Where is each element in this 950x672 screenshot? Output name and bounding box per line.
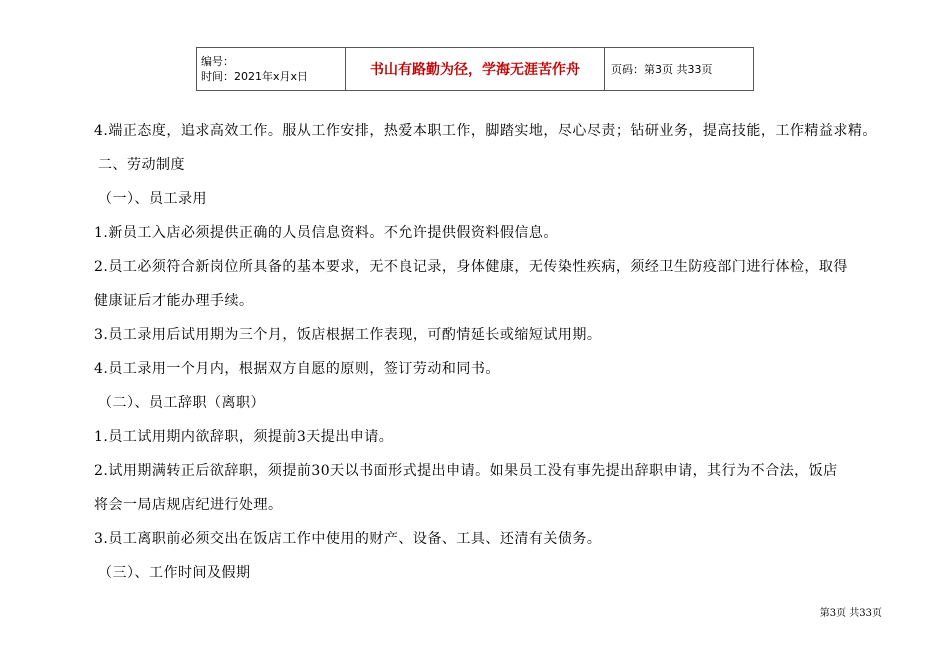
subsection-heading: （三）、工作时间及假期 xyxy=(98,565,251,581)
paragraph-line: 3.员工离职前必须交出在饭店工作中使用的财产、设备、工具、还清有关债务。 xyxy=(94,531,602,547)
number-label: 编号： xyxy=(201,55,234,68)
paragraph-line: 1.新员工入店必须提供正确的人员信息资料。不允许提供假资料假信息。 xyxy=(94,225,558,241)
motto-text: 书山有路勤为径，学海无涯苦作舟 xyxy=(370,62,580,78)
paragraph-line: 4.端正态度，追求高效工作。服从工作安排，热爱本职工作，脚踏实地，尽心尽责；钻研业务，提高技能，工作精益求精。 xyxy=(94,123,877,139)
paragraph-line: 健康证后才能办理手续。 xyxy=(94,293,254,309)
paragraph-line: 1.员工试用期内欲辞职，须提前3天提出申请。 xyxy=(94,429,394,445)
header-page-cell xyxy=(605,48,754,91)
subsection-heading: （二）、员工辞职（离职） xyxy=(98,395,265,411)
header-motto-cell xyxy=(346,48,605,91)
document-body xyxy=(94,114,890,590)
paragraph-line: 3.员工录用后试用期为三个月，饭店根据工作表现，可酌情延长或缩短试用期。 xyxy=(94,327,602,343)
page-code: 页码：第3页 共33页 xyxy=(611,63,713,76)
page-footer: 第3页 共33页 xyxy=(819,608,882,619)
section-heading: 二、劳动制度 xyxy=(98,157,185,173)
header-meta-cell xyxy=(197,48,346,91)
subsection-heading: （一）、员工录用 xyxy=(98,191,207,207)
time-label: 时间：2021年x月x日 xyxy=(201,70,309,83)
paragraph-line: 将会一局店规店纪进行处理。 xyxy=(94,497,283,513)
paragraph-line: 2.试用期满转正后欲辞职，须提前30天以书面形式提出申请。如果员工没有事先提出辞职申请，其行为不合法，饭店 xyxy=(94,463,838,479)
paragraph-line: 4.员工录用一个月内，根据双方自愿的原则，签订劳动和同书。 xyxy=(94,361,500,377)
paragraph-line: 2.员工必须符合新岗位所具备的基本要求，无不良记录，身体健康，无传染性疾病，须经卫生防疫部门进行体检，取得 xyxy=(94,259,848,275)
header-table xyxy=(196,47,754,91)
